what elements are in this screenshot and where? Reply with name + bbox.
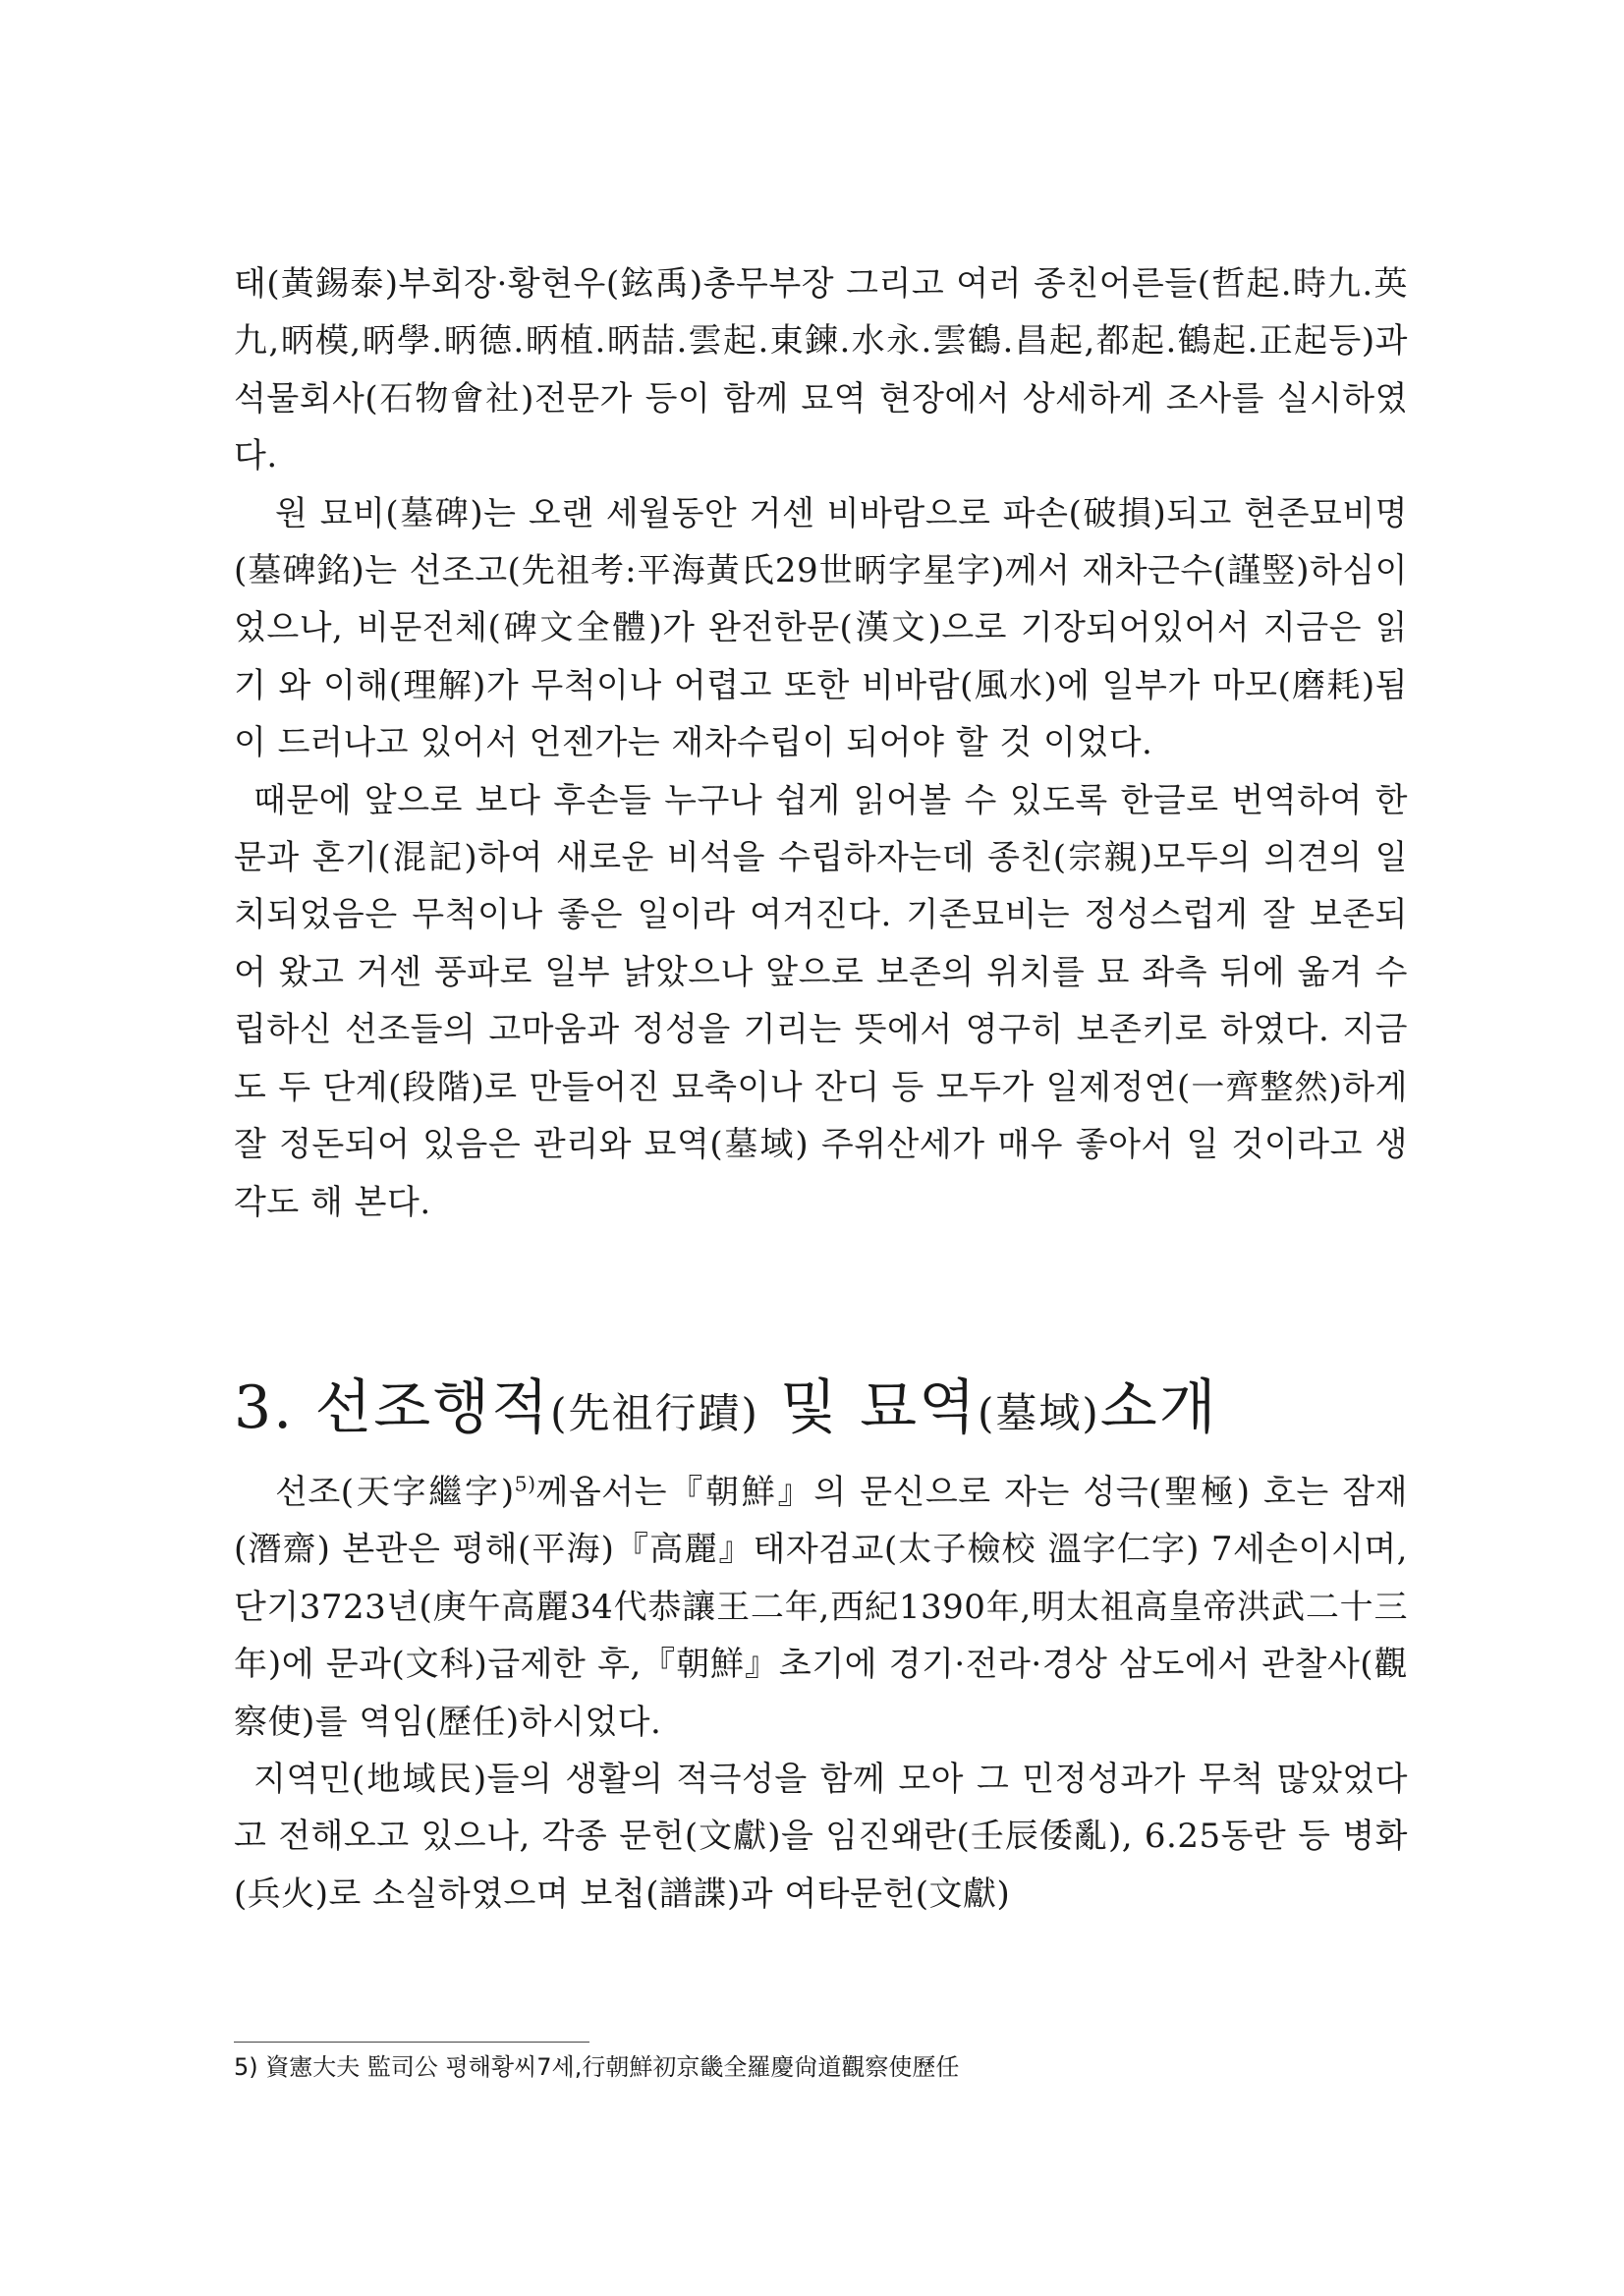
section-heading (234, 1364, 1408, 1458)
paragraph-local-people: 지역민(地域民)들의 생활의 적극성을 함께 모아 그 민정성과가 무척 많았었다고 전해오고 있으나, 각종 문헌(文獻)을 임진왜란(壬辰倭亂), 6.25동란 등 병화(兵火)로 소실하였으며 보첩(譜諜)과 여타문헌(文獻) (234, 1759, 1408, 1914)
heading-hanja1: (先祖行蹟) (550, 1388, 759, 1437)
paragraph-ancestor-intro (234, 1464, 1408, 1751)
heading-hanja2: (墓域) (977, 1388, 1100, 1437)
footnote-text: 5) 資憲大夫 監司公 평해황씨7세,行朝鮮初京畿全羅慶尙道觀察使歷任 (234, 2053, 960, 2081)
heading-part1: 선조행적 (314, 1372, 551, 1442)
footnote-reference[interactable]: 5) (514, 1472, 536, 1496)
ancestor-name: 선조(天字繼字) (275, 1472, 515, 1512)
paragraph-continuation: 태(黃錫泰)부회장·황현우(鉉禹)총무부장 그리고 여러 종친어른들(哲起.時九.英九,昞模,昞學.昞德.昞植.昞喆.雲起.東鍊.水永.雲鶴.昌起,都起.鶴起.正起등)과 석물회사(石物會社)전문가 등이 함께 묘역 현장에서 상세하게 조사를 실시하였다. (234, 264, 1408, 476)
footnote-divider (234, 2042, 589, 2043)
heading-part3: 소개 (1099, 1372, 1218, 1442)
heading-part2: 및 묘역 (780, 1372, 978, 1442)
paragraph-new-monument: 때문에 앞으로 보다 후손들 누구나 쉽게 읽어볼 수 있도록 한글로 번역하여 한문과 혼기(混記)하여 새로운 비석을 수립하자는데 종친(宗親)모두의 의견의 일치되었음은 무척이나 좋은 일이라 여겨진다. 기존묘비는 정성스럽게 잘 보존되어 왔고 거센 풍파로 일부 낡았으나 앞으로 보존의 위치를 묘 좌측 뒤에 옮겨 수립하신 선조들의 고마움과 정성을 기리는 뜻에서 영구히 보존키로 하였다. 지금도 두 단계(段階)로 만들어진 묘축이나 잔디 등 모두가 일제정연(一齊整然)하게 잘 정돈되어 있음은 관리와 묘역(墓域) 주위산세가 매우 좋아서 일 것이라고 생각도 해 본다. (234, 780, 1408, 1222)
ancestor-bio: 께옵서는『朝鮮』의 문신으로 자는 성극(聖極) 호는 잠재(潛齋) 본관은 평해(平海)『高麗』태자검교(太子檢校 溫字仁字) 7세손이시며, 단기3723년(庚午高麗34代恭讓王二年,西紀1390年,明太祖高皇帝洪武二十三年)에 문과(文科)급제한 후,『朝鮮』초기에 경기·전라·경상 삼도에서 관찰사(觀察使)를 역임(歷任)하시었다. (234, 1472, 1408, 1742)
heading-number: 3. (234, 1372, 295, 1442)
paragraph-grave-stone: 원 묘비(墓碑)는 오랜 세월동안 거센 비바람으로 파손(破損)되고 현존묘비명(墓碑銘)는 선조고(先祖考:平海黃氏29世昞字星字)께서 재차근수(謹竪)하심이었으나, 비문전체(碑文全體)가 완전한문(漢文)으로 기장되어있어서 지금은 읽기 와 이해(理解)가 무척이나 어렵고 또한 비바람(風水)에 일부가 마모(磨耗)됨이 드러나고 있어서 언젠가는 재차수립이 되어야 할 것 이었다. (234, 493, 1408, 763)
page-body (234, 255, 1408, 1923)
